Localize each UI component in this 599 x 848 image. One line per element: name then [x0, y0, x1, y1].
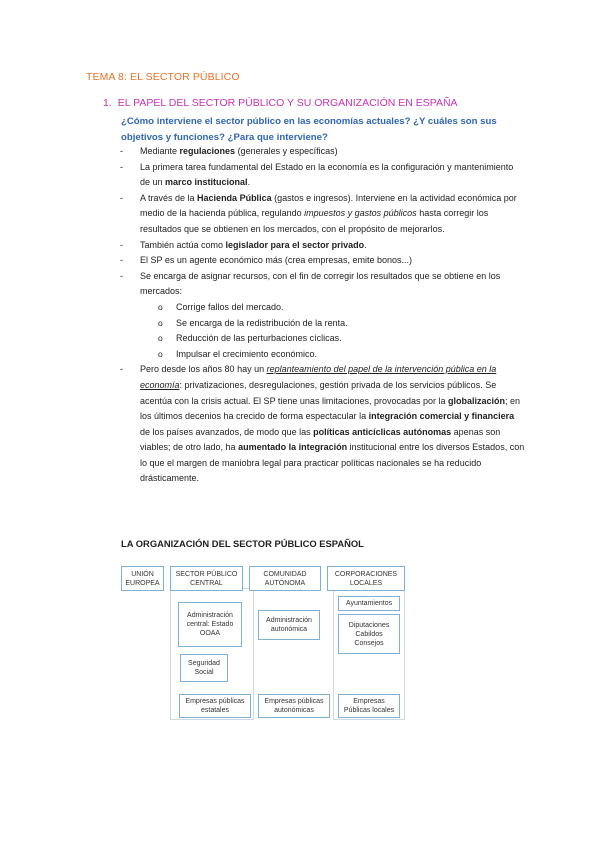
text-run: : privatizaciones, desregulaciones, gestión privada de los servicios públicos. Se acentúa con la crisis actual. El SP tiene unas limitaciones, provocadas por la: [140, 379, 497, 406]
org-box-union-europea: UNIÓN EUROPEA: [121, 566, 164, 591]
org-box-diputaciones: Diputaciones Cabildos Consejos: [338, 614, 400, 654]
list-item: [120, 144, 525, 160]
bold-term: Hacienda Pública: [197, 192, 272, 203]
org-box-empresas-estatales: Empresas públicas estatales: [179, 694, 251, 718]
org-box-comunidad-autonoma: COMUNIDAD AUTÓNOMA: [249, 566, 321, 591]
bullet-list: [120, 144, 525, 487]
list-item: [120, 191, 525, 238]
text-run: Pero desde los años 80 hay un: [140, 364, 267, 375]
list-item: [120, 269, 525, 363]
bold-term: globalización: [448, 395, 506, 406]
text-run: ; en los últimos decenios ha crecido de forma espectacular la: [140, 395, 521, 422]
sub-list-item: o Reducción de las perturbaciones cíclicas.: [140, 331, 525, 347]
sub-list-item: o Se encarga de la redistribución de la renta.: [140, 316, 525, 332]
org-box-corporaciones-locales: CORPORACIONES LOCALES: [327, 566, 405, 591]
bold-term: legislador para el sector privado: [225, 239, 365, 250]
text-run: La primera tarea fundamental del Estado en la economía es la configuración y mantenimiento de un: [140, 161, 514, 188]
bold-term: marco institucional: [165, 177, 248, 188]
org-box-ayuntamientos: Ayuntamientos: [338, 596, 400, 611]
italic-term: impuestos y gastos públicos: [304, 208, 417, 219]
text-run: El SP es un agente económico más (crea empresas, emite bonos...): [140, 255, 412, 266]
list-item: [120, 160, 525, 191]
tema-title: TEMA 8: EL SECTOR PÚBLICO: [86, 71, 240, 83]
sub-list: [140, 300, 525, 362]
underlined-term: replanteamiento del papel de la intervención pública en la economía: [140, 364, 497, 390]
text-run: institucional entre los diversos Estados, con lo que el margen de maniobra legal para practicar políticas nacionales se ha reducido drásticamente.: [140, 442, 525, 484]
bold-term: integración comercial y financiera: [368, 411, 515, 422]
sub-list-item: o Corrige fallos del mercado.: [140, 300, 525, 316]
text-run: También actúa como: [140, 239, 226, 250]
text-run: .: [247, 177, 251, 188]
text-run: (gastos e ingresos). Interviene en la actividad económica por medio de la hacienda pública, regulando: [140, 192, 517, 219]
org-chart-title: LA ORGANIZACIÓN DEL SECTOR PÚBLICO ESPAÑOL: [121, 538, 364, 549]
list-item: [120, 253, 525, 269]
section-number: 1.: [103, 97, 112, 109]
org-box-administracion-autonomica: Administración autonómica: [258, 610, 320, 640]
text-run: Mediante: [140, 146, 180, 156]
org-box-administracion-central: Administración central: Estado OOAA: [178, 602, 242, 647]
guiding-questions: ¿Cómo interviene el sector público en las economías actuales? ¿Y cuáles son sus objetivos y funciones? ¿Para que interviene?: [121, 116, 497, 143]
org-box-empresas-autonomicas: Empresas públicas autonómicas: [258, 694, 330, 718]
text-run: Se encarga de asignar recursos, con el fin de corregir los resultados que se obtiene en los mercados:: [140, 270, 501, 297]
sub-list-item: o Impulsar el crecimiento económico.: [140, 347, 525, 363]
org-box-seguridad-social: Seguridad Social: [180, 654, 228, 682]
section-title: EL PAPEL DEL SECTOR PÚBLICO Y SU ORGANIZACIÓN EN ESPAÑA: [117, 97, 458, 109]
bold-term: regulaciones: [179, 146, 236, 156]
text-run: hasta corregir los resultados que se obtienen en los mercados, con el propósito de mejorarlos.: [140, 208, 489, 234]
org-box-empresas-locales: Empresas Públicas locales: [338, 694, 400, 718]
list-item: [120, 362, 525, 487]
bold-term: aumentado la integración: [238, 442, 348, 453]
text-run: .: [364, 239, 367, 250]
text-run: A través de la: [140, 192, 198, 203]
text-run: (generales y específicas): [235, 146, 338, 156]
text-run: apenas son viables; de otro lado, ha: [140, 426, 501, 453]
bold-term: políticas anticíclicas autónomas: [313, 426, 452, 437]
text-run: de los países avanzados, de modo que las: [140, 426, 314, 437]
list-item: [120, 238, 525, 254]
org-box-sector-publico-central: SECTOR PÚBLICO CENTRAL: [170, 566, 243, 591]
section-heading: [103, 97, 458, 109]
